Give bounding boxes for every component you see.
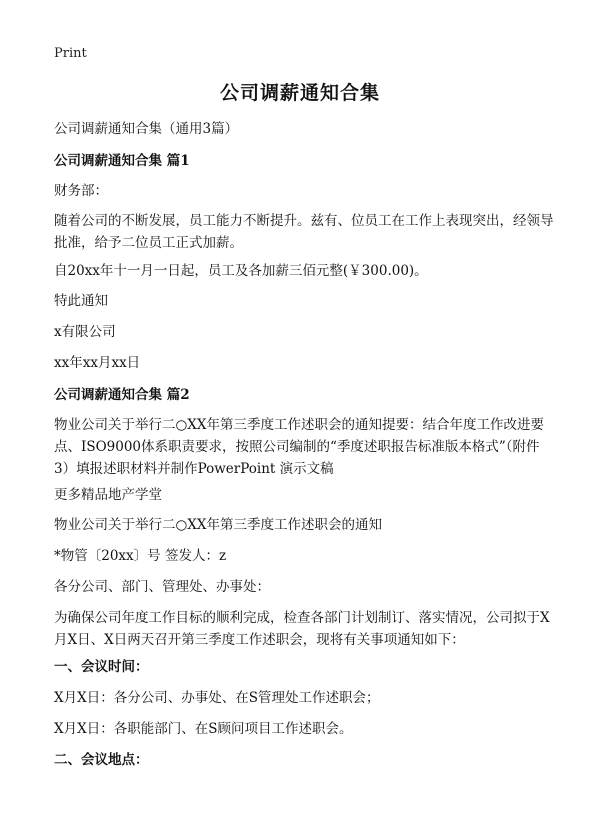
paragraph: 物业公司关于举行二○XX年第三季度工作述职会的通知	[54, 517, 383, 533]
paragraph: 更多精品地产学堂	[54, 487, 162, 503]
paragraph: 为确保公司年度工作目标的顺利完成，检查各部门计划制订、落实情况，公司拟于X月X日、X日两天召开第三季度工作述职会，现将有关事项通知如下：	[54, 610, 550, 648]
paragraph: X月X日：各职能部门、在S顾问项目工作述职会。	[54, 721, 353, 737]
meeting-place-heading: 二、会议地点：	[54, 752, 149, 768]
document-subtitle: 公司调薪通知合集（通用3篇）	[54, 121, 239, 137]
paragraph: 物业公司关于举行二○XX年第三季度工作述职会的通知提要：结合年度工作改进要点、ISO9000体系职责要求，按照公司编制的“季度述职报告标准版本格式”（附件3）填报述职材料并制作PowerPoint 演示文稿	[54, 417, 545, 477]
section-2-heading: 公司调薪通知合集 篇2	[54, 387, 190, 403]
section-1-heading: 公司调薪通知合集 篇1	[54, 153, 190, 169]
meeting-time-heading: 一、会议时间：	[54, 659, 149, 675]
date-line: xx年xx月xx日	[54, 355, 141, 371]
paragraph: x有限公司	[54, 324, 116, 340]
paragraph: 随着公司的不断发展，员工能力不断提升。兹有、位员工在工作上表现突出，经领导批准，给予二位员工正式加薪。	[54, 213, 554, 251]
paragraph: 特此通知	[54, 293, 108, 309]
paragraph: *物管〔20xx〕号 签发人：z	[54, 548, 227, 564]
paragraph: 各分公司、部门、管理处、办事处：	[54, 579, 270, 595]
paragraph: X月X日：各分公司、办事处、在S管理处工作述职会；	[54, 690, 380, 706]
paragraph: 自20xx年十一月一日起，员工及各加薪三佰元整(￥300.00)。	[54, 263, 428, 279]
print-link[interactable]: Print	[54, 46, 87, 61]
paragraph: 财务部：	[54, 183, 108, 199]
page-title: 公司调薪通知合集	[219, 82, 380, 104]
